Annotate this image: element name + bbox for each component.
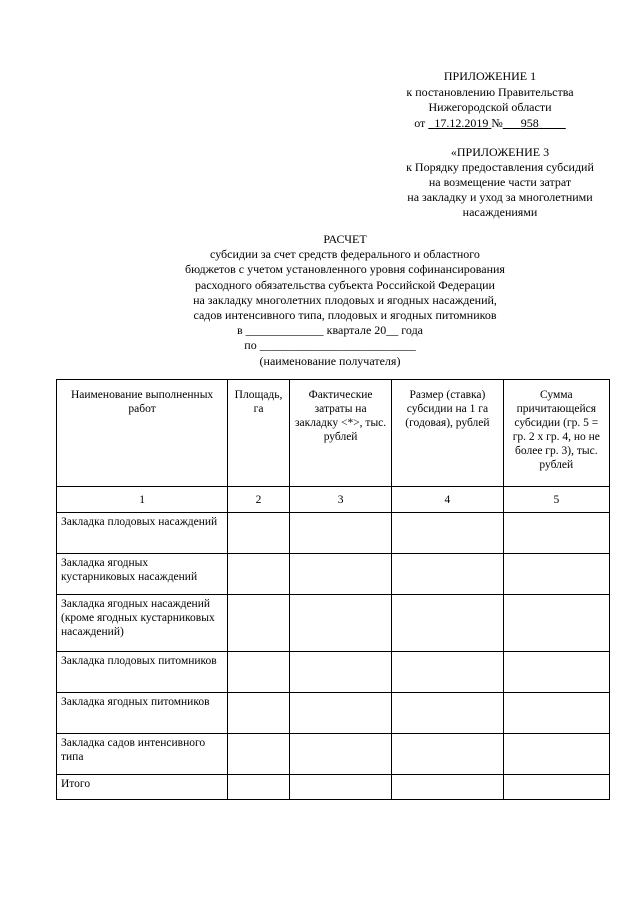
column-number: 2 [228, 487, 290, 513]
empty-cell [289, 595, 391, 652]
calculation-line: садов интенсивного типа, плодовых и ягодных питомников [193, 308, 497, 323]
empty-cell [228, 775, 290, 800]
row-label-total: Итого [57, 775, 228, 800]
calculation-title-block [130, 232, 560, 369]
header-subsidy-amount: Сумма причитающейся субсидии (гр. 5 = гр. 2 x гр. 4, но не более гр. 3), тыс. рублей [503, 380, 609, 487]
recipient-line: по __________________________ [244, 338, 416, 353]
row-label: Закладка садов интенсивного типа [57, 734, 228, 775]
header-area: Площадь, га [228, 380, 290, 487]
empty-cell [228, 554, 290, 595]
appendix-3-line: на закладку и уход за многолетними [407, 190, 593, 204]
empty-cell [503, 775, 609, 800]
row-label: Закладка ягодных кустарниковых насаждений [57, 554, 228, 595]
column-number: 4 [392, 487, 503, 513]
empty-cell [289, 513, 391, 554]
appendix-3-line: к Порядку предоставления субсидий [406, 160, 594, 174]
empty-cell [392, 775, 503, 800]
appendix-1-date-line [360, 116, 620, 132]
row-label: Закладка ягодных насаждений (кроме ягодных кустарниковых насаждений) [57, 595, 228, 652]
empty-cell [228, 693, 290, 734]
table-row [57, 554, 610, 595]
column-number: 5 [503, 487, 609, 513]
date-prefix: от [414, 115, 426, 130]
header-subsidy-rate: Размер (ставка) субсидии на 1 га (годовая), рублей [392, 380, 503, 487]
empty-cell [392, 693, 503, 734]
empty-cell [228, 734, 290, 775]
header-work-name: Наименование выполненных работ [57, 380, 228, 487]
column-number: 1 [57, 487, 228, 513]
empty-cell [503, 595, 609, 652]
number-sign: № [491, 115, 503, 130]
calculation-line: на закладку многолетних плодовых и ягодных насаждений, [193, 292, 497, 307]
quarter-line: в _____________ квартале 20__ года [236, 323, 424, 338]
table-row [57, 734, 610, 775]
column-number-row [57, 487, 610, 513]
empty-cell [392, 554, 503, 595]
empty-cell [503, 652, 609, 693]
appendix-1-line-3: Нижегородской области [428, 100, 552, 114]
row-label: Закладка плодовых питомников [57, 652, 228, 693]
table-row [57, 595, 610, 652]
empty-cell [392, 652, 503, 693]
table-row [57, 513, 610, 554]
empty-cell [289, 554, 391, 595]
appendix-3-line: «ПРИЛОЖЕНИЕ 3 [450, 145, 550, 159]
empty-cell [392, 734, 503, 775]
appendix-1-header [360, 69, 620, 131]
appendix-3-line: на возмещение части затрат [428, 175, 572, 189]
resolution-number: 958 [520, 115, 539, 130]
empty-cell [289, 775, 391, 800]
header-actual-costs: Фактические затраты на закладку <*>, тыс. рублей [289, 380, 391, 487]
appendix-1-line-2: к постановлению Правительства [406, 84, 574, 99]
empty-cell [228, 595, 290, 652]
calculation-title: РАСЧЕТ [323, 232, 367, 246]
appendix-1-title: ПРИЛОЖЕНИЕ 1 [443, 69, 537, 83]
row-label: Закладка плодовых насаждений [57, 513, 228, 554]
calculation-line: субсидии за счет средств федерального и областного [210, 247, 480, 262]
empty-cell [503, 513, 609, 554]
empty-cell [503, 734, 609, 775]
empty-cell [289, 734, 391, 775]
empty-cell [228, 652, 290, 693]
empty-cell [289, 652, 391, 693]
empty-cell [392, 513, 503, 554]
empty-cell [392, 595, 503, 652]
empty-cell [289, 693, 391, 734]
table-header-row [57, 380, 610, 487]
appendix-3-header [380, 145, 620, 220]
resolution-date: 17.12.2019 [434, 115, 489, 130]
appendix-3-line: насаждениями [462, 205, 538, 219]
calculation-line: расходного обязательства субъекта Российской Федерации [195, 277, 495, 292]
table-total-row [57, 775, 610, 800]
column-number: 3 [289, 487, 391, 513]
recipient-hint: (наименование получателя) [259, 353, 401, 368]
row-label: Закладка ягодных питомников [57, 693, 228, 734]
table-row [57, 652, 610, 693]
empty-cell [503, 693, 609, 734]
empty-cell [503, 554, 609, 595]
subsidy-table [56, 379, 610, 800]
table-row [57, 693, 610, 734]
empty-cell [228, 513, 290, 554]
calculation-line: бюджетов с учетом установленного уровня софинансирования [185, 262, 505, 277]
